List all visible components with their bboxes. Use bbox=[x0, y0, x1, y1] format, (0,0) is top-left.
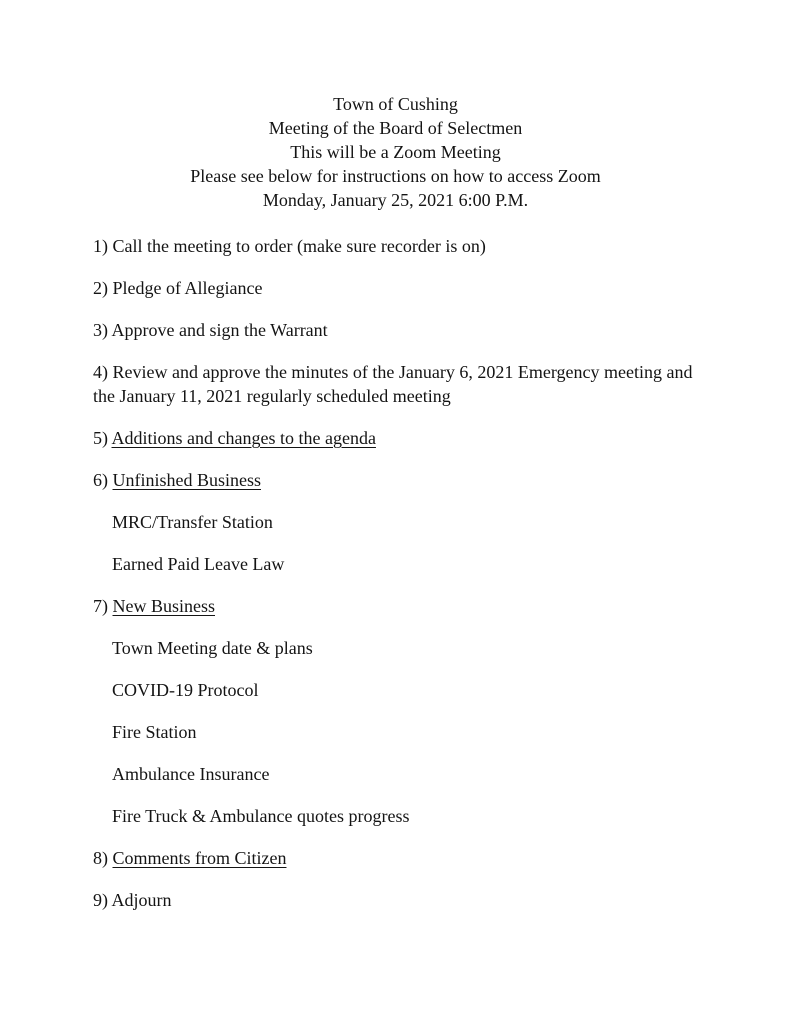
agenda-sub-item: Town Meeting date & plans bbox=[112, 638, 313, 658]
agenda-item-number: 1) bbox=[93, 236, 108, 256]
header-line-meeting: Meeting of the Board of Selectmen bbox=[268, 118, 523, 138]
agenda-item-number: 5) bbox=[93, 428, 108, 448]
agenda-item bbox=[93, 426, 711, 450]
agenda-item bbox=[93, 888, 711, 912]
agenda-item-group bbox=[93, 468, 711, 576]
agenda-item bbox=[93, 468, 711, 492]
agenda-item-text: Comments from Citizen bbox=[112, 848, 287, 868]
agenda-sub-item: Earned Paid Leave Law bbox=[112, 554, 285, 574]
agenda-sub-list bbox=[93, 510, 711, 576]
agenda-item-text: Pledge of Allegiance bbox=[112, 278, 263, 298]
agenda-item-text: Unfinished Business bbox=[112, 470, 261, 490]
agenda-sub-item: Fire Station bbox=[112, 722, 197, 742]
agenda-sub-item: MRC/Transfer Station bbox=[112, 512, 273, 532]
document-header bbox=[0, 92, 791, 212]
agenda-item bbox=[93, 276, 711, 300]
agenda-item-number: 2) bbox=[93, 278, 108, 298]
agenda-item bbox=[93, 360, 711, 408]
agenda-item-group bbox=[93, 276, 711, 300]
agenda-sub-item: Fire Truck & Ambulance quotes progress bbox=[112, 806, 410, 826]
agenda-item bbox=[93, 318, 711, 342]
agenda-item-text: Adjourn bbox=[111, 890, 172, 910]
agenda-item-text: Call the meeting to order (make sure recorder is on) bbox=[112, 236, 486, 256]
agenda-item-group bbox=[93, 426, 711, 450]
agenda-item-text: New Business bbox=[112, 596, 215, 616]
agenda-item-group bbox=[93, 318, 711, 342]
agenda-item-group bbox=[93, 594, 711, 828]
agenda-item-group bbox=[93, 888, 711, 912]
agenda-item-number: 4) bbox=[93, 362, 108, 382]
agenda-item bbox=[93, 594, 711, 618]
agenda-item-group bbox=[93, 846, 711, 870]
header-line-zoom-notice: This will be a Zoom Meeting bbox=[290, 142, 501, 162]
agenda-sub-list bbox=[93, 636, 711, 828]
header-line-instructions: Please see below for instructions on how to access Zoom bbox=[190, 166, 601, 186]
agenda-item-text: Review and approve the minutes of the January 6, 2021 Emergency meeting and the January 11, 2021 regularly scheduled meeting bbox=[93, 362, 693, 406]
agenda-list bbox=[93, 234, 711, 912]
agenda-item-number: 8) bbox=[93, 848, 108, 868]
agenda-item bbox=[93, 846, 711, 870]
agenda-item-text: Approve and sign the Warrant bbox=[111, 320, 328, 340]
agenda-sub-item: Ambulance Insurance bbox=[112, 764, 270, 784]
agenda-item bbox=[93, 234, 711, 258]
agenda-item-text: Additions and changes to the agenda bbox=[111, 428, 376, 448]
agenda-item-number: 3) bbox=[93, 320, 108, 340]
agenda-sub-item: COVID-19 Protocol bbox=[112, 680, 259, 700]
header-line-datetime: Monday, January 25, 2021 6:00 P.M. bbox=[262, 190, 529, 210]
header-line-town: Town of Cushing bbox=[333, 94, 458, 114]
agenda-item-group bbox=[93, 234, 711, 258]
agenda-item-group bbox=[93, 360, 711, 408]
agenda-item-number: 6) bbox=[93, 470, 108, 490]
agenda-item-number: 9) bbox=[93, 890, 108, 910]
agenda-item-number: 7) bbox=[93, 596, 108, 616]
